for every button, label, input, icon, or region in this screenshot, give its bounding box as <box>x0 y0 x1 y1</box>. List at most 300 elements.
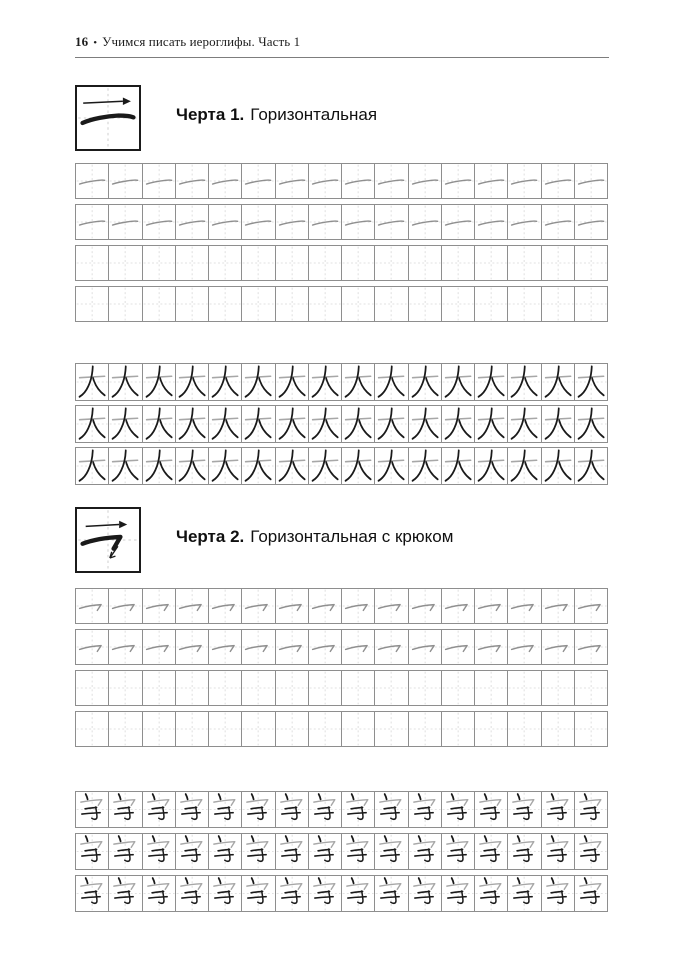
xie-glyph <box>309 834 341 869</box>
da-glyph <box>76 406 108 442</box>
empty-grid-square <box>375 712 407 746</box>
xie-glyph <box>442 834 474 869</box>
henggou-trace-glyph <box>375 630 407 664</box>
character-cell <box>208 792 241 827</box>
character-cell <box>76 792 108 827</box>
character-cell <box>574 834 607 869</box>
trace-cell <box>275 164 308 198</box>
character-cell <box>408 364 441 400</box>
trace-cell <box>474 205 507 239</box>
trace-cell <box>474 630 507 664</box>
empty-cell <box>275 671 308 705</box>
character-cell <box>308 448 341 484</box>
section-title-1 <box>176 105 377 125</box>
henggou-trace-glyph <box>575 589 607 623</box>
empty-grid-square <box>409 671 441 705</box>
xie-glyph <box>176 834 208 869</box>
character-cell <box>374 364 407 400</box>
empty-cell <box>208 671 241 705</box>
empty-grid-square <box>109 712 141 746</box>
practice-grid-stroke-2 <box>75 588 608 752</box>
empty-cell <box>541 671 574 705</box>
trace-cell <box>208 589 241 623</box>
character-cell <box>241 448 274 484</box>
character-cell <box>208 448 241 484</box>
trace-cell <box>175 164 208 198</box>
henggou-trace-glyph <box>76 630 108 664</box>
character-grid-da <box>75 363 608 489</box>
empty-cell <box>76 287 108 321</box>
heng-trace-glyph <box>508 205 540 239</box>
character-cell <box>275 364 308 400</box>
xie-glyph <box>475 876 507 911</box>
empty-grid-square <box>209 287 241 321</box>
practice-row <box>75 363 608 401</box>
empty-grid-square <box>143 246 175 280</box>
heng-trace-glyph <box>375 164 407 198</box>
character-cell <box>275 792 308 827</box>
xie-glyph <box>76 834 108 869</box>
empty-grid-square <box>409 712 441 746</box>
empty-grid-square <box>575 671 607 705</box>
character-cell <box>441 792 474 827</box>
empty-cell <box>474 287 507 321</box>
character-cell <box>208 406 241 442</box>
character-cell <box>142 876 175 911</box>
character-cell <box>541 406 574 442</box>
trace-cell <box>341 205 374 239</box>
practice-row <box>75 629 608 665</box>
empty-grid-square <box>176 246 208 280</box>
da-glyph <box>209 364 241 400</box>
empty-cell <box>374 246 407 280</box>
empty-cell <box>341 671 374 705</box>
empty-grid-square <box>575 712 607 746</box>
section-title-2 <box>176 527 453 547</box>
empty-grid-square <box>242 712 274 746</box>
empty-grid-square <box>508 671 540 705</box>
practice-row <box>75 163 608 199</box>
xie-glyph <box>276 876 308 911</box>
horizontal-stroke-demo <box>77 87 139 149</box>
empty-grid-square <box>242 671 274 705</box>
heng-trace-glyph <box>276 205 308 239</box>
character-cell <box>408 792 441 827</box>
empty-grid-square <box>375 671 407 705</box>
xie-glyph <box>375 792 407 827</box>
xie-glyph <box>109 792 141 827</box>
stroke-number-label: Черта 2. <box>176 527 245 546</box>
empty-grid-square <box>209 671 241 705</box>
trace-cell <box>308 164 341 198</box>
empty-cell <box>408 287 441 321</box>
heng-trace-glyph <box>76 164 108 198</box>
heng-trace-glyph <box>76 205 108 239</box>
da-glyph <box>176 448 208 484</box>
henggou-trace-glyph <box>409 589 441 623</box>
da-glyph <box>209 448 241 484</box>
heng-trace-glyph <box>575 164 607 198</box>
heng-trace-glyph <box>542 164 574 198</box>
trace-cell <box>308 589 341 623</box>
practice-row <box>75 670 608 706</box>
empty-cell <box>241 246 274 280</box>
empty-grid-square <box>409 287 441 321</box>
practice-row <box>75 286 608 322</box>
empty-grid-square <box>442 712 474 746</box>
character-cell <box>241 364 274 400</box>
trace-cell <box>374 164 407 198</box>
empty-cell <box>241 287 274 321</box>
character-cell <box>175 448 208 484</box>
xie-glyph <box>242 834 274 869</box>
xie-glyph <box>409 792 441 827</box>
heng-trace-glyph <box>475 164 507 198</box>
xie-glyph <box>442 792 474 827</box>
trace-cell <box>441 589 474 623</box>
empty-grid-square <box>109 287 141 321</box>
character-cell <box>408 448 441 484</box>
character-cell <box>507 448 540 484</box>
empty-cell <box>408 246 441 280</box>
empty-grid-square <box>375 246 407 280</box>
trace-cell <box>574 589 607 623</box>
xie-glyph <box>209 834 241 869</box>
character-cell <box>574 406 607 442</box>
character-cell <box>241 834 274 869</box>
trace-cell <box>241 630 274 664</box>
heng-trace-glyph <box>242 205 274 239</box>
empty-grid-square <box>542 287 574 321</box>
empty-cell <box>441 712 474 746</box>
empty-grid-square <box>209 712 241 746</box>
empty-cell <box>374 712 407 746</box>
da-glyph <box>508 364 540 400</box>
henggou-trace-glyph <box>109 630 141 664</box>
trace-cell <box>408 205 441 239</box>
character-cell <box>175 406 208 442</box>
empty-cell <box>541 712 574 746</box>
henggou-trace-glyph <box>475 589 507 623</box>
trace-cell <box>108 630 141 664</box>
heng-trace-glyph <box>109 164 141 198</box>
heng-trace-glyph <box>143 205 175 239</box>
da-glyph <box>309 364 341 400</box>
heng-trace-glyph <box>475 205 507 239</box>
da-glyph <box>409 364 441 400</box>
character-cell <box>108 448 141 484</box>
character-cell <box>308 792 341 827</box>
da-glyph <box>575 448 607 484</box>
empty-cell <box>76 712 108 746</box>
trace-cell <box>341 630 374 664</box>
character-cell <box>308 834 341 869</box>
empty-grid-square <box>176 671 208 705</box>
xie-glyph <box>143 834 175 869</box>
character-cell <box>76 876 108 911</box>
character-cell <box>541 876 574 911</box>
trace-cell <box>76 205 108 239</box>
practice-row <box>75 875 608 912</box>
empty-grid-square <box>76 287 108 321</box>
empty-grid-square <box>542 671 574 705</box>
empty-grid-square <box>575 246 607 280</box>
xie-glyph <box>109 876 141 911</box>
da-glyph <box>109 406 141 442</box>
empty-grid-square <box>375 287 407 321</box>
empty-cell <box>341 246 374 280</box>
character-cell <box>574 876 607 911</box>
character-cell <box>142 364 175 400</box>
empty-cell <box>507 712 540 746</box>
heng-trace-glyph <box>309 164 341 198</box>
henggou-trace-glyph <box>542 589 574 623</box>
xie-glyph <box>242 876 274 911</box>
character-cell <box>108 876 141 911</box>
trace-cell <box>108 205 141 239</box>
da-glyph <box>242 448 274 484</box>
empty-grid-square <box>575 287 607 321</box>
character-cell <box>76 448 108 484</box>
henggou-trace-glyph <box>508 630 540 664</box>
da-glyph <box>109 448 141 484</box>
character-cell <box>76 406 108 442</box>
heng-trace-glyph <box>276 164 308 198</box>
empty-grid-square <box>276 246 308 280</box>
character-cell <box>474 448 507 484</box>
da-glyph <box>542 448 574 484</box>
da-glyph <box>76 448 108 484</box>
empty-grid-square <box>109 671 141 705</box>
empty-grid-square <box>309 712 341 746</box>
practice-row <box>75 245 608 281</box>
empty-grid-square <box>542 246 574 280</box>
empty-grid-square <box>76 246 108 280</box>
character-cell <box>474 792 507 827</box>
empty-grid-square <box>475 287 507 321</box>
heng-trace-glyph <box>109 205 141 239</box>
empty-cell <box>108 246 141 280</box>
trace-cell <box>142 164 175 198</box>
character-cell <box>474 406 507 442</box>
heng-trace-glyph <box>508 164 540 198</box>
xie-glyph <box>309 876 341 911</box>
trace-cell <box>175 630 208 664</box>
practice-row <box>75 711 608 747</box>
empty-cell <box>241 712 274 746</box>
empty-grid-square <box>242 246 274 280</box>
da-glyph <box>342 364 374 400</box>
xie-glyph <box>508 834 540 869</box>
henggou-trace-glyph <box>409 630 441 664</box>
xie-glyph <box>176 876 208 911</box>
character-cell <box>108 792 141 827</box>
da-glyph <box>242 406 274 442</box>
page-number: 16 <box>75 34 89 49</box>
empty-cell <box>142 712 175 746</box>
henggou-trace-glyph <box>575 630 607 664</box>
da-glyph <box>375 364 407 400</box>
empty-cell <box>142 287 175 321</box>
character-cell <box>341 834 374 869</box>
xie-glyph <box>342 792 374 827</box>
xie-glyph <box>475 792 507 827</box>
practice-row <box>75 833 608 870</box>
empty-grid-square <box>342 671 374 705</box>
practice-row <box>75 405 608 443</box>
empty-grid-square <box>76 712 108 746</box>
empty-grid-square <box>342 712 374 746</box>
character-cell <box>341 792 374 827</box>
henggou-trace-glyph <box>375 589 407 623</box>
empty-grid-square <box>109 246 141 280</box>
trace-cell <box>76 164 108 198</box>
empty-cell <box>308 246 341 280</box>
character-cell <box>208 364 241 400</box>
da-glyph <box>442 364 474 400</box>
trace-cell <box>76 630 108 664</box>
henggou-trace-glyph <box>76 589 108 623</box>
practice-row <box>75 204 608 240</box>
da-glyph <box>442 406 474 442</box>
henggou-trace-glyph <box>342 589 374 623</box>
xie-glyph <box>209 792 241 827</box>
empty-cell <box>441 287 474 321</box>
trace-cell <box>208 630 241 664</box>
henggou-trace-glyph <box>143 589 175 623</box>
character-cell <box>275 834 308 869</box>
xie-glyph <box>143 876 175 911</box>
da-glyph <box>242 364 274 400</box>
trace-cell <box>275 589 308 623</box>
character-cell <box>374 834 407 869</box>
character-cell <box>142 792 175 827</box>
empty-grid-square <box>442 287 474 321</box>
empty-grid-square <box>475 246 507 280</box>
character-cell <box>275 406 308 442</box>
empty-cell <box>275 712 308 746</box>
xie-glyph <box>342 876 374 911</box>
empty-grid-square <box>309 287 341 321</box>
trace-cell <box>507 589 540 623</box>
character-cell <box>175 834 208 869</box>
empty-grid-square <box>442 246 474 280</box>
empty-cell <box>341 712 374 746</box>
character-cell <box>408 834 441 869</box>
trace-cell <box>541 589 574 623</box>
empty-grid-square <box>276 671 308 705</box>
xie-glyph <box>342 834 374 869</box>
xie-glyph <box>76 876 108 911</box>
character-cell <box>441 406 474 442</box>
stroke-demo-box-1 <box>75 85 141 151</box>
henggou-trace-glyph <box>109 589 141 623</box>
da-glyph <box>176 406 208 442</box>
trace-cell <box>341 164 374 198</box>
da-glyph <box>209 406 241 442</box>
heng-trace-glyph <box>209 205 241 239</box>
character-cell <box>374 448 407 484</box>
trace-cell <box>374 205 407 239</box>
empty-cell <box>241 671 274 705</box>
character-cell <box>308 876 341 911</box>
da-glyph <box>409 406 441 442</box>
empty-grid-square <box>508 287 540 321</box>
da-glyph <box>143 364 175 400</box>
trace-cell <box>241 589 274 623</box>
henggou-trace-glyph <box>176 630 208 664</box>
da-glyph <box>375 406 407 442</box>
practice-row <box>75 791 608 828</box>
da-glyph <box>442 448 474 484</box>
character-cell <box>175 876 208 911</box>
empty-grid-square <box>76 671 108 705</box>
character-cell <box>142 406 175 442</box>
da-glyph <box>475 406 507 442</box>
trace-cell <box>241 205 274 239</box>
character-cell <box>108 364 141 400</box>
empty-cell <box>275 246 308 280</box>
xie-glyph <box>508 792 540 827</box>
character-cell <box>76 834 108 869</box>
trace-cell <box>142 589 175 623</box>
character-cell <box>574 364 607 400</box>
empty-cell <box>308 287 341 321</box>
character-cell <box>541 792 574 827</box>
trace-cell <box>408 164 441 198</box>
henggou-trace-glyph <box>508 589 540 623</box>
da-glyph <box>508 406 540 442</box>
character-cell <box>408 876 441 911</box>
xie-glyph <box>409 876 441 911</box>
trace-cell <box>208 205 241 239</box>
character-cell <box>507 406 540 442</box>
da-glyph <box>475 448 507 484</box>
empty-cell <box>208 246 241 280</box>
character-cell <box>341 876 374 911</box>
da-glyph <box>176 364 208 400</box>
empty-grid-square <box>542 712 574 746</box>
trace-cell <box>507 630 540 664</box>
trace-cell <box>208 164 241 198</box>
trace-cell <box>574 164 607 198</box>
character-cell <box>374 876 407 911</box>
empty-cell <box>474 712 507 746</box>
trace-cell <box>474 589 507 623</box>
trace-cell <box>374 589 407 623</box>
xie-glyph <box>375 834 407 869</box>
trace-cell <box>541 205 574 239</box>
trace-cell <box>142 205 175 239</box>
character-cell <box>507 792 540 827</box>
trace-cell <box>441 164 474 198</box>
character-cell <box>574 792 607 827</box>
empty-cell <box>142 246 175 280</box>
henggou-trace-glyph <box>276 630 308 664</box>
xie-glyph <box>176 792 208 827</box>
empty-cell <box>374 287 407 321</box>
xie-glyph <box>442 876 474 911</box>
empty-grid-square <box>475 671 507 705</box>
da-glyph <box>409 448 441 484</box>
stroke-demo-box-2 <box>75 507 141 573</box>
empty-cell <box>408 712 441 746</box>
heng-trace-glyph <box>542 205 574 239</box>
character-cell <box>441 364 474 400</box>
character-cell <box>541 448 574 484</box>
empty-grid-square <box>276 287 308 321</box>
header-bullet: • <box>93 37 98 49</box>
